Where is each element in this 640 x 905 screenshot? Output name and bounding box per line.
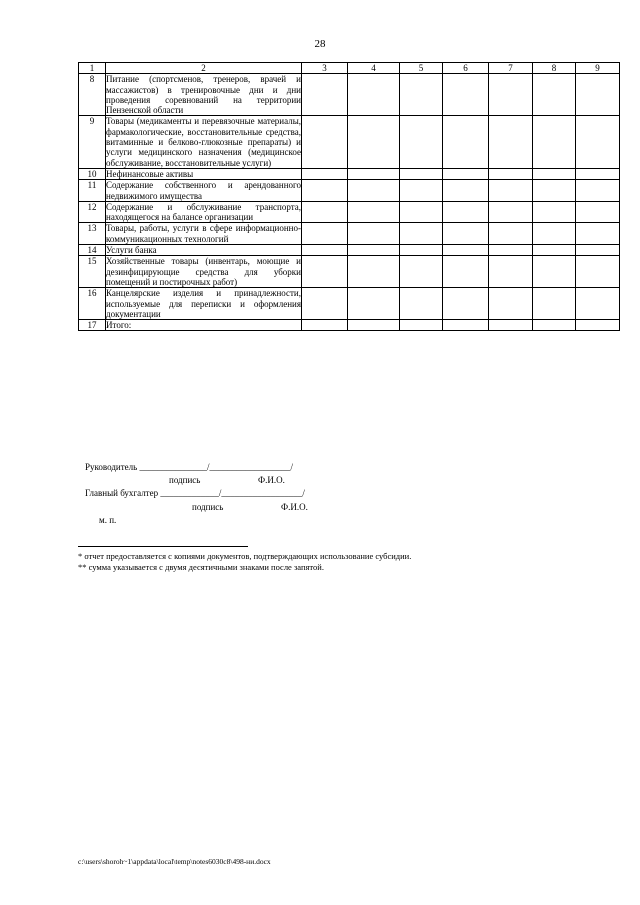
amount-cell bbox=[302, 168, 348, 179]
amount-cell bbox=[489, 223, 533, 245]
amount-cell bbox=[576, 168, 620, 179]
row-number: 12 bbox=[79, 201, 106, 223]
row-number: 14 bbox=[79, 245, 106, 256]
accountant-fio-caption: Ф.И.О. bbox=[281, 502, 308, 512]
stamp-place: м. п. bbox=[99, 515, 117, 525]
amount-cell bbox=[400, 256, 443, 288]
row-description: Товары, работы, услуги в сфере информационно-коммуникационных технологий bbox=[106, 223, 301, 244]
amount-cell bbox=[348, 116, 400, 168]
column-number-header: 9 bbox=[576, 63, 620, 74]
accountant-sign-caption: подпись bbox=[192, 502, 224, 512]
row-number: 9 bbox=[79, 116, 106, 168]
head-signature-line: Руководитель _______________/__________________/ bbox=[85, 462, 294, 472]
amount-cell bbox=[443, 168, 489, 179]
table-row bbox=[79, 74, 620, 116]
column-number-header: 3 bbox=[302, 63, 348, 74]
row-description: Хозяйственные товары (инвентарь, моющие и дезинфицирующие средства для уборки помещений и постирочных работ) bbox=[106, 256, 301, 287]
amount-cell bbox=[489, 256, 533, 288]
row-number: 16 bbox=[79, 288, 106, 320]
accountant-signature-line: Главный бухгалтер _____________/__________________/ bbox=[85, 488, 305, 498]
amount-cell bbox=[400, 245, 443, 256]
amount-cell bbox=[348, 168, 400, 179]
table-row bbox=[79, 256, 620, 288]
amount-cell bbox=[489, 116, 533, 168]
column-number-header: 5 bbox=[400, 63, 443, 74]
footnote-separator bbox=[78, 546, 248, 547]
row-number: 17 bbox=[79, 320, 106, 331]
table-row bbox=[79, 180, 620, 202]
amount-cell bbox=[489, 320, 533, 331]
row-description: Содержание собственного и арендованного недвижимого имущества bbox=[106, 180, 301, 201]
amount-cell bbox=[348, 320, 400, 331]
amount-cell bbox=[302, 201, 348, 223]
page-number: 28 bbox=[314, 38, 326, 50]
amount-cell bbox=[348, 288, 400, 320]
amount-cell bbox=[302, 288, 348, 320]
amount-cell bbox=[348, 180, 400, 202]
amount-cell bbox=[489, 168, 533, 179]
amount-cell bbox=[576, 320, 620, 331]
column-number-header: 2 bbox=[106, 63, 302, 74]
amount-cell bbox=[348, 223, 400, 245]
amount-cell bbox=[533, 74, 576, 116]
amount-cell bbox=[348, 245, 400, 256]
amount-cell bbox=[443, 74, 489, 116]
amount-cell bbox=[533, 201, 576, 223]
row-description: Содержание и обслуживание транспорта, находящегося на балансе организации bbox=[106, 201, 301, 223]
column-number-header: 1 bbox=[79, 63, 106, 74]
column-number-header: 4 bbox=[348, 63, 400, 74]
amount-cell bbox=[533, 116, 576, 168]
row-number: 8 bbox=[79, 74, 106, 116]
amount-cell bbox=[348, 74, 400, 116]
amount-cell bbox=[302, 116, 348, 168]
row-description: Нефинансовые активы bbox=[106, 168, 302, 179]
amount-cell bbox=[302, 245, 348, 256]
amount-cell bbox=[400, 74, 443, 116]
amount-cell bbox=[443, 256, 489, 288]
amount-cell bbox=[443, 201, 489, 223]
amount-cell bbox=[533, 168, 576, 179]
amount-cell bbox=[443, 223, 489, 245]
amount-cell bbox=[400, 116, 443, 168]
amount-cell bbox=[443, 116, 489, 168]
amount-cell bbox=[489, 74, 533, 116]
amount-cell bbox=[576, 223, 620, 245]
amount-cell bbox=[302, 256, 348, 288]
table-row bbox=[79, 168, 620, 179]
amount-cell bbox=[302, 180, 348, 202]
amount-cell bbox=[302, 223, 348, 245]
row-number: 15 bbox=[79, 256, 106, 288]
table-row bbox=[79, 288, 620, 320]
amount-cell bbox=[400, 168, 443, 179]
head-fio-caption: Ф.И.О. bbox=[258, 475, 285, 485]
amount-cell bbox=[533, 288, 576, 320]
amount-cell bbox=[576, 74, 620, 116]
amount-cell bbox=[348, 256, 400, 288]
amount-cell bbox=[533, 256, 576, 288]
amount-cell bbox=[489, 180, 533, 202]
amount-cell bbox=[533, 180, 576, 202]
amount-cell bbox=[400, 180, 443, 202]
amount-cell bbox=[348, 201, 400, 223]
table-row bbox=[79, 245, 620, 256]
amount-cell bbox=[400, 320, 443, 331]
amount-cell bbox=[576, 245, 620, 256]
row-description: Услуги банка bbox=[106, 245, 302, 256]
amount-cell bbox=[443, 320, 489, 331]
column-number-header: 7 bbox=[489, 63, 533, 74]
table-row bbox=[79, 201, 620, 223]
subsidy-report-table bbox=[78, 62, 620, 331]
amount-cell bbox=[400, 288, 443, 320]
table-row bbox=[79, 116, 620, 168]
table-row bbox=[79, 223, 620, 245]
footnotes bbox=[78, 551, 411, 573]
row-description: Канцелярские изделия и принадлежности, используемые для переписки и оформления документации bbox=[106, 288, 301, 319]
row-number: 11 bbox=[79, 180, 106, 202]
footnote-2: ** сумма указывается с двумя десятичными знаками после запятой. bbox=[78, 562, 324, 572]
amount-cell bbox=[443, 180, 489, 202]
amount-cell bbox=[489, 201, 533, 223]
amount-cell bbox=[302, 74, 348, 116]
amount-cell bbox=[576, 180, 620, 202]
table-header-row bbox=[79, 63, 620, 74]
amount-cell bbox=[533, 223, 576, 245]
row-number: 13 bbox=[79, 223, 106, 245]
amount-cell bbox=[400, 223, 443, 245]
head-sign-caption: подпись bbox=[169, 475, 201, 485]
amount-cell bbox=[533, 245, 576, 256]
file-path-footer: c:\users\shoroh~1\appdata\local\temp\notes6030c8\498-ни.docx bbox=[78, 857, 271, 866]
row-number: 10 bbox=[79, 168, 106, 179]
amount-cell bbox=[576, 116, 620, 168]
amount-cell bbox=[576, 201, 620, 223]
amount-cell bbox=[400, 201, 443, 223]
amount-cell bbox=[443, 288, 489, 320]
amount-cell bbox=[443, 245, 489, 256]
amount-cell bbox=[533, 320, 576, 331]
amount-cell bbox=[576, 288, 620, 320]
row-description: Питание (спортсменов, тренеров, врачей и массажистов) в тренировочные дни и дни проведения соревнований на территории Пензенской области bbox=[106, 74, 301, 116]
column-number-header: 8 bbox=[533, 63, 576, 74]
table-row bbox=[79, 320, 620, 331]
amount-cell bbox=[576, 256, 620, 288]
column-number-header: 6 bbox=[443, 63, 489, 74]
footnote-1: * отчет предоставляется с копиями документов, подтверждающих использование субсидии. bbox=[78, 551, 412, 561]
amount-cell bbox=[489, 245, 533, 256]
row-description: Итого: bbox=[106, 320, 302, 331]
amount-cell bbox=[302, 320, 348, 331]
amount-cell bbox=[489, 288, 533, 320]
row-description: Товары (медикаменты и перевязочные материалы, фармакологические, восстановительные средства, витаминные и белково-глюкозные препараты) и услуги медицинского назначения (медицинское обслуживание, восстановительные услуги) bbox=[106, 116, 301, 168]
